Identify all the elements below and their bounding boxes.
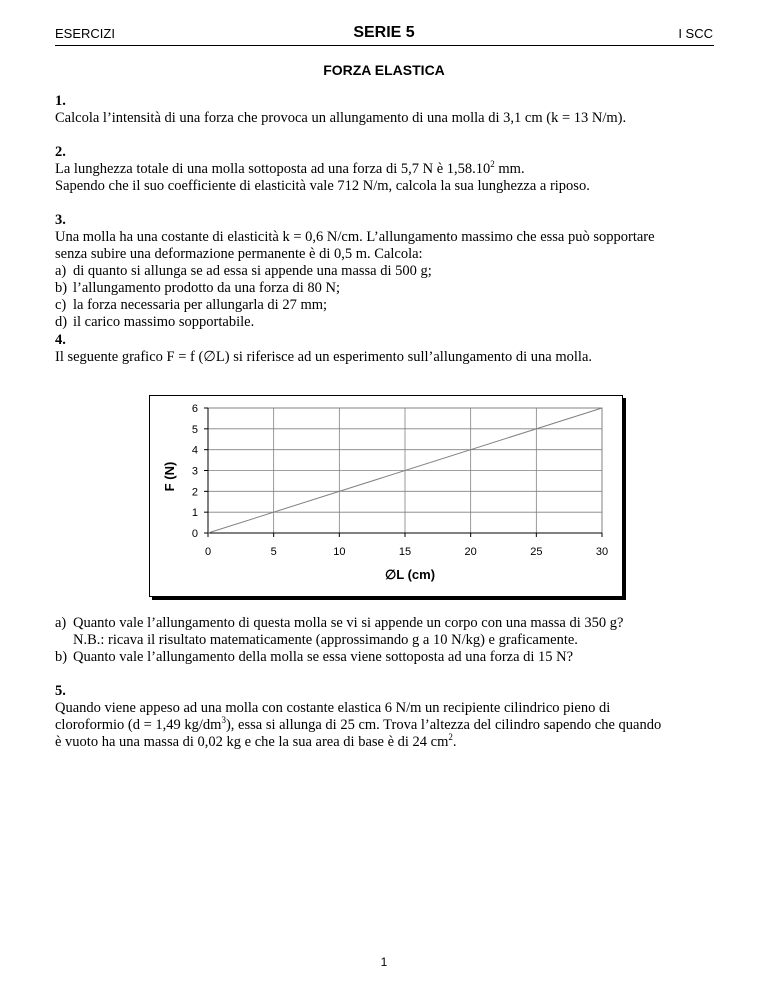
exercise-3	[55, 212, 715, 331]
page-number: 1	[380, 955, 388, 969]
item-text: di quanto si allunga se ad essa si appende una massa di 500 g;	[73, 263, 432, 279]
list-item	[55, 280, 715, 297]
exercise-4	[55, 332, 715, 366]
exercise-2	[55, 144, 715, 195]
item-text: Quanto vale l’allungamento della molla se essa viene sottoposta ad una forza di 15 N?	[73, 649, 574, 665]
y-tick-label: 3	[191, 465, 198, 478]
list-item	[55, 615, 715, 632]
exercise-5-text-c: è vuoto ha una massa di 0,02 kg e che la sua area di base è di 24 cm	[55, 734, 449, 750]
exercise-5-exponent-1: 3	[221, 715, 226, 725]
list-item	[55, 297, 715, 314]
exercise-2-number: 2.	[55, 144, 66, 160]
y-tick-label: 0	[191, 528, 198, 540]
exercise-4-questions	[55, 615, 715, 666]
item-label: b)	[55, 280, 68, 296]
exercise-3-line-1: Una molla ha una costante di elasticità k = 0,6 N/cm. L’allungamento massimo che essa può sopportare	[55, 229, 655, 245]
exercise-5	[55, 683, 715, 751]
page-title: FORZA ELASTICA	[323, 62, 445, 78]
list-item	[55, 632, 715, 649]
exercise-2-text-b: mm.	[494, 161, 525, 177]
exercise-1	[55, 93, 715, 127]
exercise-2-line-2: Sapendo che il suo coefficiente di elasticità vale 712 N/m, calcola la sua lunghezza a riposo.	[55, 178, 590, 194]
exercise-1-number: 1.	[55, 93, 66, 109]
exercise-3-list	[55, 263, 715, 331]
x-tick-label: 0	[204, 546, 212, 558]
item-label: d)	[55, 314, 68, 330]
list-item	[55, 314, 715, 331]
item-text: N.B.: ricava il risultato matematicamente (approssimando g a 10 N/kg) e graficamente.	[73, 632, 578, 648]
exercise-1-text: Calcola l’intensità di una forza che provoca un allungamento di una molla di 3,1 cm (k = 13 N/m).	[55, 110, 627, 126]
item-text: il carico massimo sopportabile.	[73, 314, 255, 330]
item-label: a)	[55, 263, 67, 279]
x-tick-label: 10	[333, 546, 346, 558]
x-axis-title: ∅L (cm)	[384, 567, 436, 582]
exercise-5-exponent-2: 2	[448, 732, 453, 742]
exercise-5-line-3	[55, 734, 715, 751]
exercise-5-number: 5.	[55, 683, 66, 699]
y-tick-label: 6	[191, 403, 198, 415]
exercise-5-line-2	[55, 717, 715, 734]
y-tick-label: 4	[191, 444, 198, 457]
x-tick-label: 5	[270, 546, 277, 558]
chart-svg	[150, 396, 622, 596]
exercise-5-text-b: ), essa si allunga di 25 cm. Trova l’altezza del cilindro sapendo che quando	[225, 717, 662, 733]
y-tick-label: 2	[191, 486, 198, 499]
exercise-3-line-2: senza subire una deformazione permanente è di 0,5 m. Calcola:	[55, 246, 423, 262]
exercise-2-exponent: 2	[490, 159, 495, 169]
y-axis-title: F (N)	[162, 461, 177, 492]
item-text: la forza necessaria per allungarla di 27 mm;	[73, 297, 328, 313]
exercise-5-text-a: cloroformio (d = 1,49 kg/dm	[55, 717, 222, 733]
header-rule	[55, 45, 714, 46]
exercise-2-text-a: La lunghezza totale di una molla sottoposta ad una forza di 5,7 N è 1,58.10	[55, 161, 491, 177]
item-text: l’allungamento prodotto da una forza di 80 N;	[73, 280, 340, 296]
exercise-5-text-d: .	[452, 734, 457, 750]
x-tick-label: 25	[530, 546, 543, 558]
y-tick-label: 5	[191, 423, 198, 436]
item-label: c)	[55, 297, 67, 313]
spring-chart	[149, 395, 623, 597]
item-text: Quanto vale l’allungamento di questa molla se vi si appende un corpo con una massa di 350 g?	[73, 615, 624, 631]
item-label: a)	[55, 615, 67, 631]
list-item	[55, 649, 715, 666]
exercise-2-line-1	[55, 161, 715, 178]
item-label: b)	[55, 649, 68, 665]
exercise-4-intro: Il seguente grafico F = f (∅L) si riferisce ad un esperimento sull’allungamento di una molla.	[55, 349, 593, 365]
x-tick-label: 20	[464, 546, 477, 558]
y-tick-label: 1	[191, 507, 198, 520]
x-tick-label: 30	[595, 546, 609, 558]
exercise-3-number: 3.	[55, 212, 66, 228]
header-series: SERIE 5	[353, 24, 415, 41]
header-left: ESERCIZI	[55, 26, 115, 41]
exercise-5-line-1: Quando viene appeso ad una molla con costante elastica 6 N/m un recipiente cilindrico pieno di	[55, 700, 611, 716]
header-right: I SCC	[678, 26, 713, 41]
exercise-4-number: 4.	[55, 332, 66, 348]
x-tick-label: 15	[398, 546, 412, 558]
exercise-4-list	[55, 615, 715, 666]
list-item	[55, 263, 715, 280]
